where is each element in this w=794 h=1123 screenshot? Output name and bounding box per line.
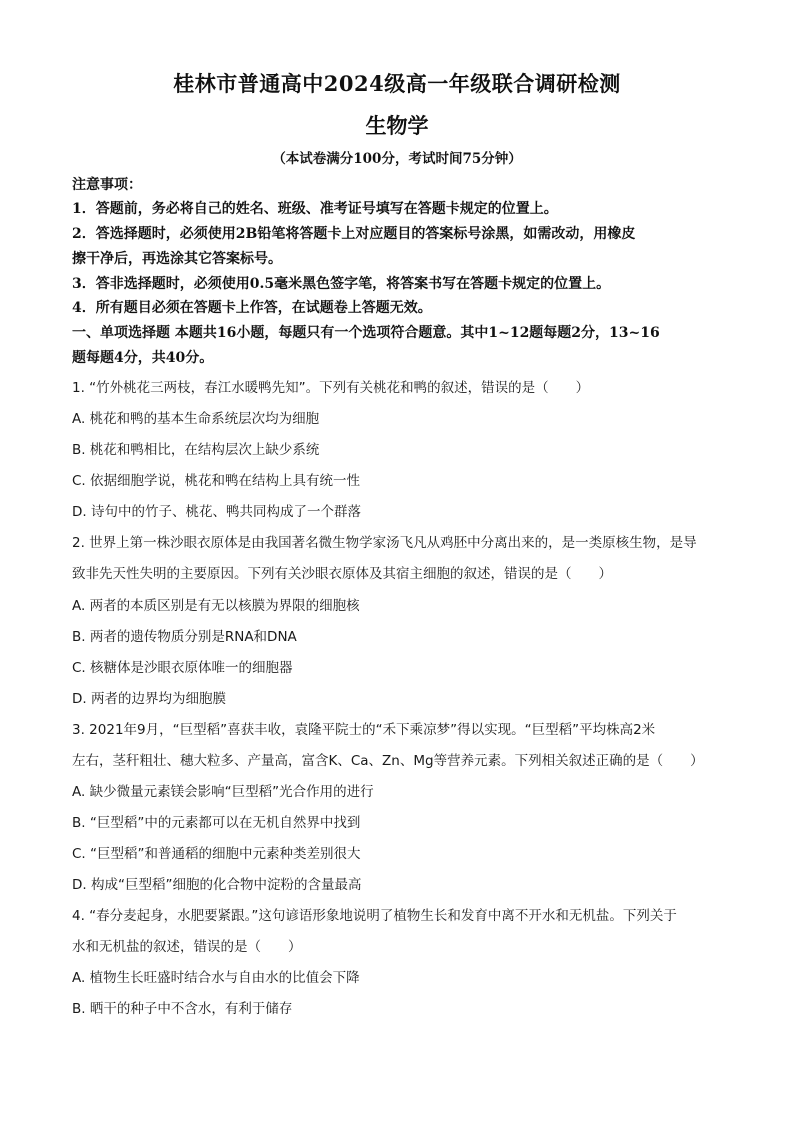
question-option: C. 依据细胞学说，桃花和鸭在结构上具有统一性 bbox=[72, 473, 361, 489]
question-option: D. 两者的边界均为细胞膜 bbox=[72, 691, 226, 707]
question-option: D. 构成“巨型稻”细胞的化合物中淀粉的含量最高 bbox=[72, 877, 362, 893]
notice-item: 3．答非选择题时，必须使用0.5毫米黑色签字笔，将答案书写在答题卡规定的位置上。 bbox=[72, 276, 611, 292]
section-heading: 一、单项选择题 本题共16小题，每题只有一个选项符合题意。其中1~12题每题2分，13~16 bbox=[72, 325, 660, 341]
notice-item: 4．所有题目必须在答题卡上作答，在试题卷上答题无效。 bbox=[72, 300, 432, 316]
question-stem: 1. “竹外桃花三两枝，春江水暖鸭先知”。下列有关桃花和鸭的叙述，错误的是（ ） bbox=[72, 380, 590, 396]
question-stem: 4. “春分麦起身，水肥要紧跟。”这句谚语形象地说明了植物生长和发育中离不开水和无机盐。下列关于 bbox=[72, 908, 677, 924]
question-option: A. 桃花和鸭的基本生命系统层次均为细胞 bbox=[72, 411, 320, 427]
question-option: B. “巨型稻”中的元素都可以在无机自然界中找到 bbox=[72, 815, 361, 831]
exam-title: 桂林市普通高中2024级高一年级联合调研检测 bbox=[173, 71, 621, 96]
question-option: A. 植物生长旺盛时结合水与自由水的比值会下降 bbox=[72, 970, 360, 986]
question-option: A. 缺少微量元素镁会影响“巨型稻”光合作用的进行 bbox=[72, 784, 374, 800]
notice-heading: 注意事项： bbox=[72, 177, 142, 193]
section-heading: 题每题4分，共40分。 bbox=[72, 350, 214, 366]
question-option: B. 桃花和鸭相比，在结构层次上缺少系统 bbox=[72, 442, 320, 458]
notice-item: 1．答题前，务必将自己的姓名、班级、准考证号填写在答题卡规定的位置上。 bbox=[72, 201, 558, 217]
question-option: B. 晒干的种子中不含水，有利于储存 bbox=[72, 1001, 293, 1017]
question-option: B. 两者的遗传物质分别是RNA和DNA bbox=[72, 629, 297, 645]
question-option: D. 诗句中的竹子、桃花、鸭共同构成了一个群落 bbox=[72, 504, 361, 520]
question-option: C. 核糖体是沙眼衣原体唯一的细胞器 bbox=[72, 660, 293, 676]
question-stem: 致非先天性失明的主要原因。下列有关沙眼衣原体及其宿主细胞的叙述，错误的是（ ） bbox=[72, 566, 612, 582]
question-stem: 2. 世界上第一株沙眼衣原体是由我国著名微生物学家汤飞凡从鸡胚中分离出来的，是一类原核生物，是导 bbox=[72, 535, 697, 551]
question-stem: 左右，茎秆粗壮、穗大粒多、产量高，富含K、Ca、Zn、Mg等营养元素。下列相关叙述正确的是（ ） bbox=[72, 753, 704, 769]
question-option: C. “巨型稻”和普通稻的细胞中元素种类差别很大 bbox=[72, 846, 361, 862]
exam-subject: 生物学 bbox=[365, 113, 429, 138]
notice-item: 擦干净后，再选涂其它答案标号。 bbox=[72, 251, 282, 267]
question-stem: 水和无机盐的叙述，错误的是（ ） bbox=[72, 939, 302, 955]
exam-meta: （本试卷满分100分，考试时间75分钟） bbox=[272, 151, 522, 167]
notice-item: 2．答选择题时，必须使用2B铅笔将答题卡上对应题目的答案标号涂黑，如需改动，用橡皮 bbox=[72, 226, 636, 242]
question-stem: 3. 2021年9月，“巨型稻”喜获丰收，袁隆平院士的“禾下乘凉梦”得以实现。“巨型稻”平均株高2米 bbox=[72, 722, 656, 738]
question-option: A. 两者的本质区别是有无以核膜为界限的细胞核 bbox=[72, 598, 360, 614]
